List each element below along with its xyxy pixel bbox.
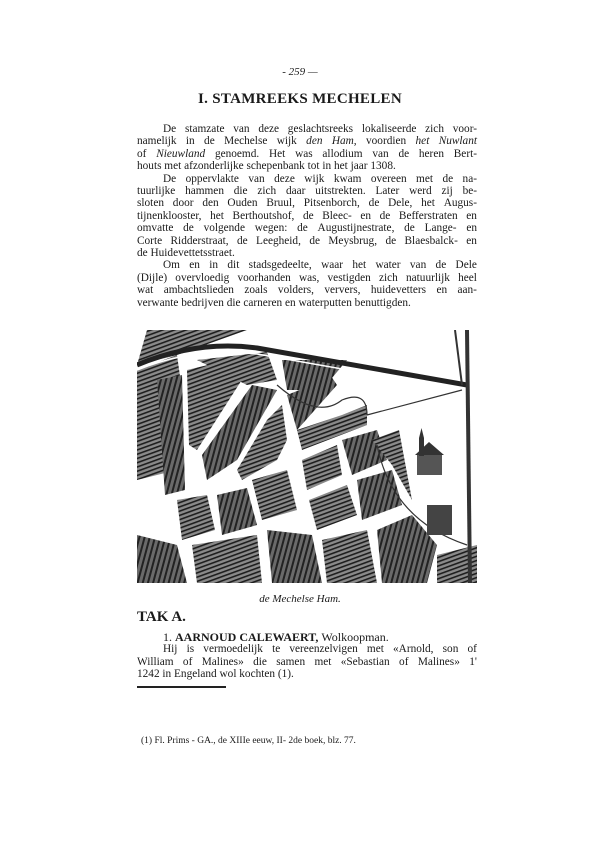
page-number: - 259 — <box>282 66 318 78</box>
text-line: houts met afzonderlijke schepenbank tot in het jaar 1308. <box>137 160 396 173</box>
entry-number: 1. <box>163 630 172 644</box>
text-line: tijnenklooster, het Berthoutshof, de Bleec- en de Befferstraten en <box>137 209 477 222</box>
text-line: Om en in dit stadsgedeelte, waar het water van de Dele <box>163 259 477 272</box>
text-line: omvatte de volgende wegen: de Augustijnestrate, de Lange- en <box>137 222 477 235</box>
footnote-separator <box>137 686 226 688</box>
entry-heading <box>137 631 477 643</box>
text-line: (Dijle) overvloedig voorhanden was, vestigden zich natuurlijk heel <box>137 271 477 284</box>
text-line: 1242 in Engeland wol kochten (1). <box>137 668 294 681</box>
entry-name: AARNOUD CALEWAERT, <box>175 630 319 644</box>
text-line: tuurlijke hammen die zich daar uitstrekten. Later werd zij be- <box>137 185 477 198</box>
text-line: wat ambachtslieden zoals volders, ververs, huidevetters en aan- <box>137 284 477 297</box>
text-line: William of Malines» die samen met «Sebastian of Malines» 1' <box>137 655 477 668</box>
body-text <box>137 123 477 309</box>
italic-term: Nieuwland <box>156 147 206 160</box>
text-line: de Huidevettetsstraet. <box>137 247 235 260</box>
map-caption: de Mechelse Ham. <box>259 593 341 605</box>
italic-term: het Nuwlant <box>415 135 477 148</box>
text-line: of Nieuwland genoemd. Het was allodium van de heren Bert- <box>137 147 477 160</box>
text-line: Hij is vermoedelijk te vereenzelvigen met «Arnold, son of <box>163 643 477 656</box>
text-line: sloten door den Ouden Bruul, Pitsenborch, de Dele, het Augus- <box>137 197 477 210</box>
historic-city-map <box>137 330 477 583</box>
text-line: Corte Ridderstraat, de Leegheid, de Meysbrug, de Blaesbalck- en <box>137 234 477 247</box>
genealogy-entry <box>137 631 477 681</box>
text-line: verwante bedrijven die carneren en waterputten benuttigden. <box>137 296 411 309</box>
footnote: (1) Fl. Prims - GA., de XIIIe eeuw, II- 2de boek, blz. 77. <box>141 736 356 746</box>
chapter-title: I. STAMREEKS MECHELEN <box>198 91 402 107</box>
text-line: De oppervlakte van deze wijk kwam overeen met de na- <box>163 172 477 185</box>
text-line: namelijk in de Mechelse wijk den Ham, voordien het Nuwlant <box>137 135 477 148</box>
section-heading: TAK A. <box>137 609 186 625</box>
text-line: De stamzate van deze geslachtsreeks lokaliseerde zich voor- <box>163 123 477 135</box>
italic-term: den Ham, <box>306 135 357 148</box>
entry-occupation: Wolkoopman. <box>321 630 389 644</box>
